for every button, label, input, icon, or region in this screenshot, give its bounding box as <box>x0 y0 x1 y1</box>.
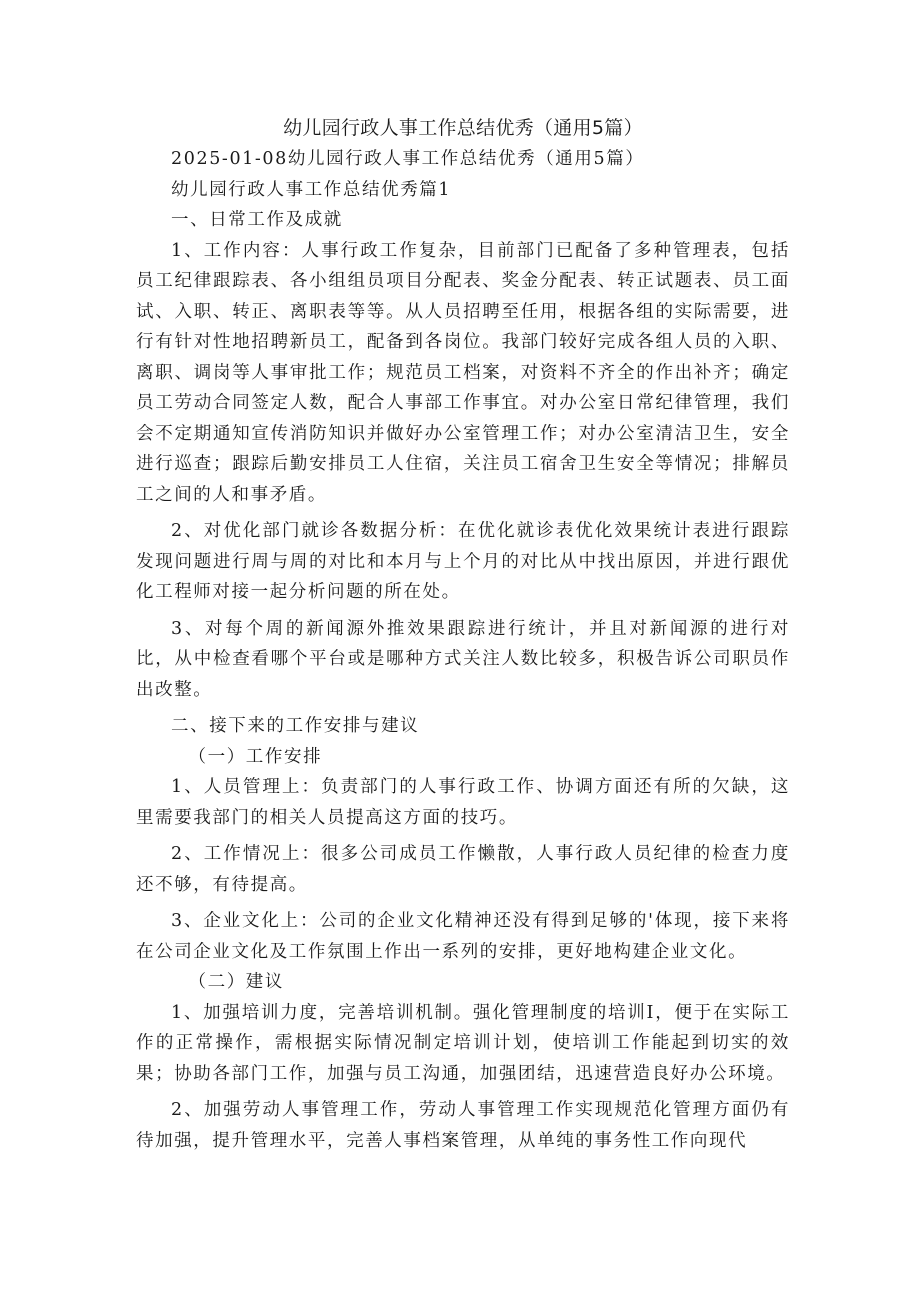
arrangement-2: 2、工作情况上：很多公司成员工作懒散，人事行政人员纪律的检查力度还不够，有待提高。 <box>136 844 790 895</box>
sub-heading-2: （二）建议 <box>188 972 284 992</box>
paragraph-3: 3、对每个周的新闻源外推效果跟踪进行统计，并且对新闻源的进行对比，从中检查看哪个平台或是哪种方式关注人数比较多，积极告诉公司职员作出改整。 <box>136 618 790 700</box>
arrangement-1: 1、人员管理上：负责部门的人事行政工作、协调方面还有所的欠缺，这里需要我部门的相关人员提高这方面的技巧。 <box>136 777 790 828</box>
arrangement-3: 3、企业文化上：公司的企业文化精神还没有得到足够的'体现，接下来将在公司企业文化及工作氛围上作出一系列的安排，更好地构建企业文化。 <box>136 911 790 962</box>
article-title: 幼儿园行政人事工作总结优秀篇1 <box>171 179 452 200</box>
document-title: 幼儿园行政人事工作总结优秀（通用5篇） <box>283 117 643 139</box>
date-line: 2025-01-08幼儿园行政人事工作总结优秀（通用5篇） <box>171 149 645 169</box>
paragraph-1: 1、工作内容：人事行政工作复杂，目前部门已配备了多种管理表，包括员工纪律跟踪表、各小组组员项目分配表、奖金分配表、转正试题表、员工面试、入职、转正、离职表等等。从人员招聘至任用，根据各组的实际需要，进行有针对性地招聘新员工，配备到各岗位。我部门较好完成各组人员的入职、离职、调岗等人事审批工作；规范员工档案，对资料不齐全的作出补齐；确定员工劳动合同签定人数，配合人事部工作事宜。对办公室日常纪律管理，我们会不定期通知宣传消防知识并做好办公室管理工作；对办公室清洁卫生，安全进行巡查；跟踪后勤安排员工人住宿，关注员工宿舍卫生安全等情况；排解员工之间的人和事矛盾。 <box>136 240 790 505</box>
suggestion-2: 2、加强劳动人事管理工作，劳动人事管理工作实现规范化管理方面仍有待加强，提升管理水平，完善人事档案管理，从单纯的事务性工作向现代 <box>136 1100 790 1151</box>
section-heading-2: 二、接下来的工作安排与建议 <box>171 716 420 736</box>
sub-heading-1: （一）工作安排 <box>188 746 323 767</box>
suggestion-1: 1、加强培训力度，完善培训机制。强化管理制度的培训I，便于在实际工作的正常操作，需根据实际情况制定培训计划，使培训工作能起到切实的效果；协助各部门工作，加强与员工沟通，加强团结，迅速营造良好办公环境。 <box>136 1002 790 1084</box>
document-content <box>136 112 790 1156</box>
section-heading-1: 一、日常工作及成就 <box>171 210 343 230</box>
paragraph-2: 2、对优化部门就诊各数据分析：在优化就诊表优化效果统计表进行跟踪发现问题进行周与周的对比和本月与上个月的对比从中找出原因，并进行跟优化工程师对接一起分析问题的所在处。 <box>136 521 790 602</box>
